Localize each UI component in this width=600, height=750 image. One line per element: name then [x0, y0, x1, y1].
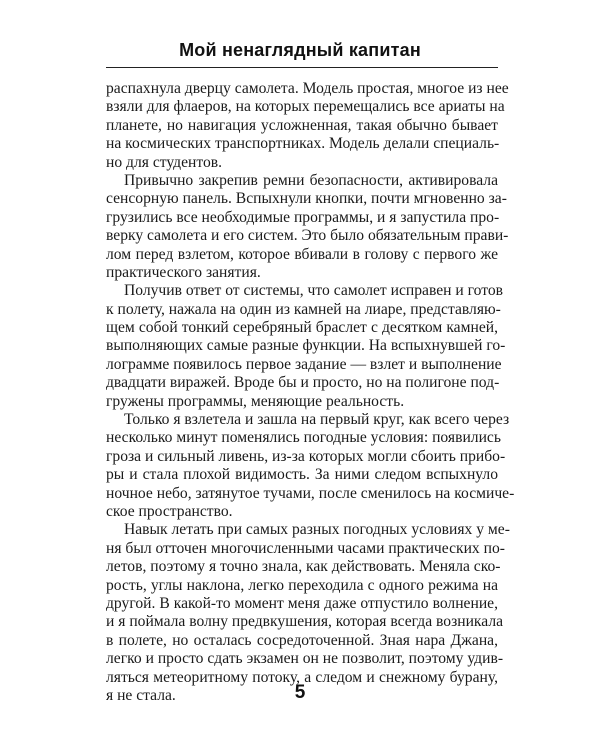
text-line: распахнула дверцу самолета. Модель простая, многое из нее [106, 80, 509, 97]
text-line: к полету, нажала на один из камней на лиаре, представляю- [106, 300, 501, 318]
text-line: Получив ответ от системы, что самолет исправен и готов [124, 282, 503, 300]
text-line: Только я взлетела и зашла на первый круг, как всего через [124, 411, 510, 429]
text-line: рость, углы наклона, легко переходила с одного режима на [106, 576, 498, 594]
header-divider [106, 67, 498, 68]
text-line: лом перед взлетом, которое вбивали в голову с первого же [106, 245, 498, 263]
text-line: взяли для флаеров, на которых перемещались все ариаты на [106, 98, 505, 116]
running-header-title: Мой ненаглядный капитан [179, 40, 421, 60]
text-line: но для студентов. [106, 153, 223, 171]
text-line: двадцати виражей. Вроде бы и просто, но на полигоне под- [106, 374, 500, 392]
paragraph [106, 282, 506, 411]
text-line: летов, поэтому я точно знала, как действовать. Меняла ско- [106, 558, 501, 576]
text-line: другой. В какой-то момент меня даже отпустило волнение, [106, 594, 498, 612]
text-line: верку самолета и его систем. Это было обязательным прави- [106, 227, 509, 245]
body-text [106, 80, 515, 705]
text-line: ночное небо, затянутое тучами, после сменилось на космиче- [106, 484, 515, 502]
text-line: в полете, но осталась сосредоточенной. Зная нара Джана, [106, 631, 498, 649]
text-line: ское пространство. [106, 502, 233, 520]
text-line: ня был отточен многочисленными часами практических по- [106, 539, 505, 557]
text-line: и я поймала волну предвкушения, которая всегда возникала [106, 613, 504, 631]
paragraph [106, 171, 509, 282]
page-number: 5 [294, 682, 306, 703]
text-line: планете, но навигация усложненная, такая обычно бывает [106, 116, 498, 134]
paragraph [106, 80, 509, 172]
text-line: сенсорную панель. Вспыхнули кнопки, почти мгновенно за- [106, 190, 507, 208]
text-line: лограмме появилось первое задание — взлет и выполнение [106, 355, 502, 373]
text-line: гружены программы, меняющие реальность. [106, 392, 405, 410]
paragraph [106, 411, 515, 521]
text-line: Привычно закрепив ремни безопасности, активировала [124, 171, 498, 189]
text-line: на космических транспортниках. Модель делали специаль- [106, 135, 500, 153]
text-line: Навык летать при самых разных погодных условиях у ме- [124, 521, 510, 539]
text-line: выполняющих самые разные функции. На вспыхнувшей го- [106, 337, 506, 355]
paragraph [106, 521, 510, 705]
text-line: несколько минут поменялись погодные условия: появились [106, 429, 501, 447]
text-line: щем собой тонкий серебряный браслет с десятком камней, [106, 319, 498, 337]
text-line: легко и просто сдать экзамен он не позволит, поэтому удив- [106, 650, 504, 668]
text-line: практического занятия. [106, 263, 261, 281]
text-line: гроза и сильный ливень, из-за которых могли сбоить прибо- [106, 447, 506, 465]
text-line: грузились все необходимые программы, и я запустила про- [106, 208, 500, 226]
text-line: ры и стала плохой видимость. За ними следом вспыхнуло [106, 466, 498, 484]
text-line: я не стала. [106, 686, 176, 704]
text-line: ляться метеоритному потоку, а следом и снежному бурану, [106, 668, 498, 686]
